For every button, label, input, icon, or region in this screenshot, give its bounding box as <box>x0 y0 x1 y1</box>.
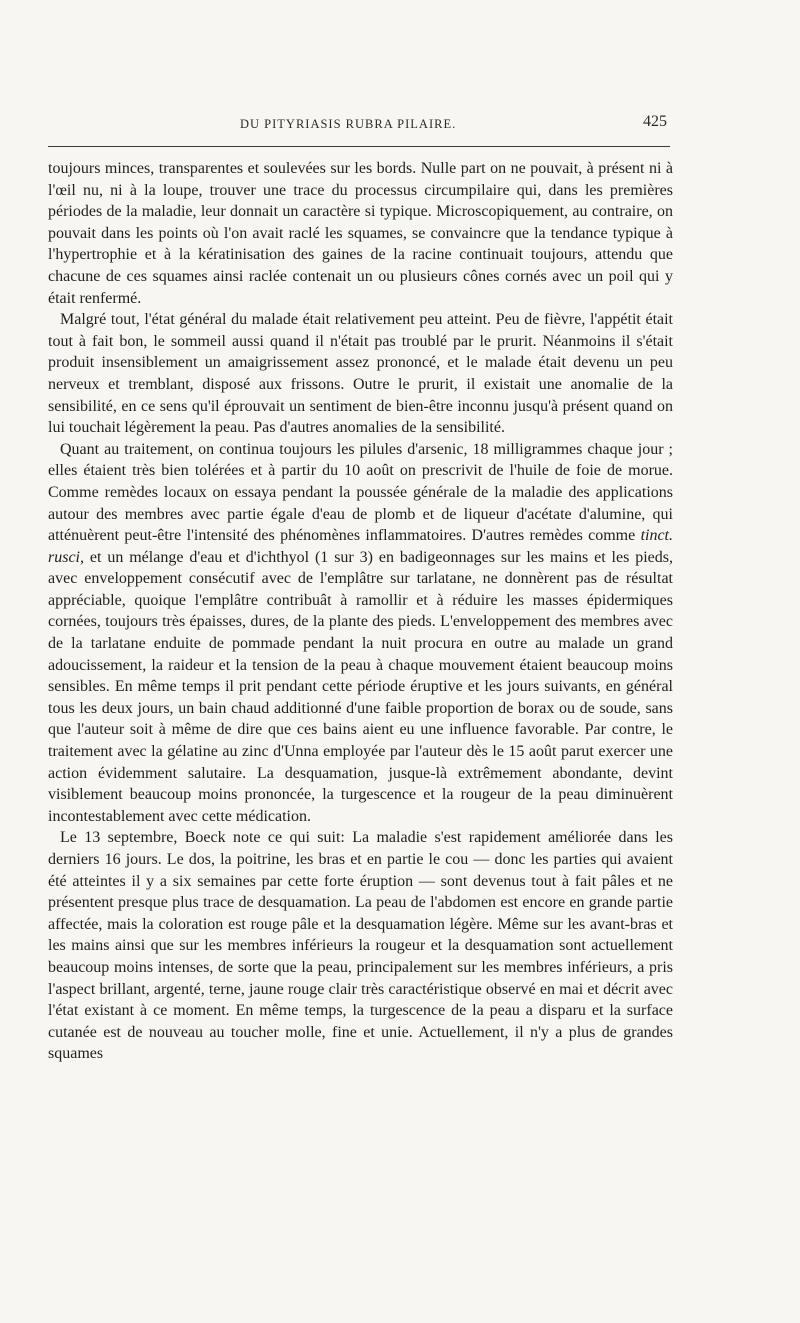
paragraph-treatment-part2: et un mélange d'eau et d'ichthyol (1 sur 3) en badigeonnages sur les mains et les pieds, avec enveloppement consécutif avec de l'emplâtre sur tarlatane, ne donnèrent pas de résultat appréciable, quoique l'emplâtre contribuât à ramollir et à réduire les masses épidermiques cornées, toujours très épaisses, dures, de la plante des pieds. L'enveloppement des membres avec de la tarlatane enduite de pommade pendant la nuit procura en outre au malade un grand adoucissement, la raideur et la tension de la peau à chaque mouvement étaient beaucoup moins sensibles. En même temps il prit pendant cette période éruptive et les jours suivants, en général tous les deux jours, un bain chaud additionné d'une faible proportion de borax ou de soude, sans que l'auteur soit à même de dire que ces bains aient eu une influence favorable. Par contre, le traitement avec la gélatine au zinc d'Unna employée par l'auteur dès le 15 août parut exercer une action évidemment salutaire. La desquamation, jusque-là extrêmement abondante, devint visiblement beaucoup moins prononcée, la turgescence et la rougeur de la peau diminuèrent incontestablement avec cette médication. <box>48 548 673 825</box>
italic-remedy-name: tinct. rusci, <box>48 527 673 566</box>
paragraph-general-state: Malgré tout, l'état général du malade était relativement peu atteint. Peu de fièvre, l'appétit était tout à fait bon, le sommeil aussi quand il n'était pas troublé par le prurit. Néanmoins il s'était produit insensiblement un amaigrissement assez prononcé, et le malade était devenu un peu nerveux et tremblant, disposé aux frissons. Outre le prurit, il existait une anomalie de la sensibilité, en ce sens qu'il éprouvait un sentiment de bien-être inconnu jusqu'à présent quand on lui touchait légèrement la peau. Pas d'autres anomalies de la sensibilité. <box>48 311 673 437</box>
running-head-title: DU PITYRIASIS RUBRA PILAIRE. <box>240 117 457 131</box>
body-text <box>48 158 673 1065</box>
paragraph-september-note: Le 13 septembre, Boeck note ce qui suit: La maladie s'est rapidement améliorée dans les derniers 16 jours. Le dos, la poitrine, les bras et en partie le cou — donc les parties qui avaient été atteintes il y a six semaines par cette forte éruption — sont devenus tout à fait pâles et ne présentent presque plus trace de desquamation. La peau de l'abdomen est encore en grande partie affectée, mais la coloration est rouge pâle et la desquamation légère. Même sur les avant-bras et les mains ainsi que sur les membres inférieurs la rougeur et la desquamation sont actuellement beaucoup moins intenses, de sorte que la peau, principalement sur les membres inférieurs, a pris l'aspect brillant, argenté, terne, jaune rouge clair très caractéristique observé en mai et décrit avec l'état existant à ce moment. En même temps, la turgescence de la peau a disparu et la surface cutanée est de nouveau au toucher molle, fine et unie. Actuellement, il n'y a plus de grandes squames <box>48 829 673 1063</box>
page-number: 425 <box>643 113 667 130</box>
header-rule <box>48 146 670 147</box>
paragraph-treatment-part1: Quant au traitement, on continua toujours les pilules d'arsenic, 18 milligrammes chaque jour ; elles étaient très bien tolérées et à partir du 10 août on prescrivit de l'huile de foie de morue. Comme remèdes locaux on essaya pendant la poussée générale de la maladie des applications autour des membres avec partie égale d'eau de plomb et de liqueur d'acétate d'alumine, qui atténuèrent peut-être l'intensité des phénomènes inflammatoires. D'autres remèdes comme <box>48 440 673 545</box>
paragraph-continued: toujours minces, transparentes et soulevées sur les bords. Nulle part on ne pouvait, à présent ni à l'œil nu, ni à la loupe, trouver une trace du processus circumpilaire qui, dans les premières périodes de la maladie, leur donnait un caractère si typique. Microscopiquement, au contraire, on pouvait dans les points où l'on avait raclé les squames, se convaincre que la tendance typique à l'hypertrophie et à la kératinisation des gaines de la racine continuait toujours, attendu que chacune de ces squames ainsi raclée contenait un ou plusieurs cônes cornés avec un poil qui y était renfermé. <box>48 160 673 307</box>
paragraph-treatment <box>48 439 673 828</box>
